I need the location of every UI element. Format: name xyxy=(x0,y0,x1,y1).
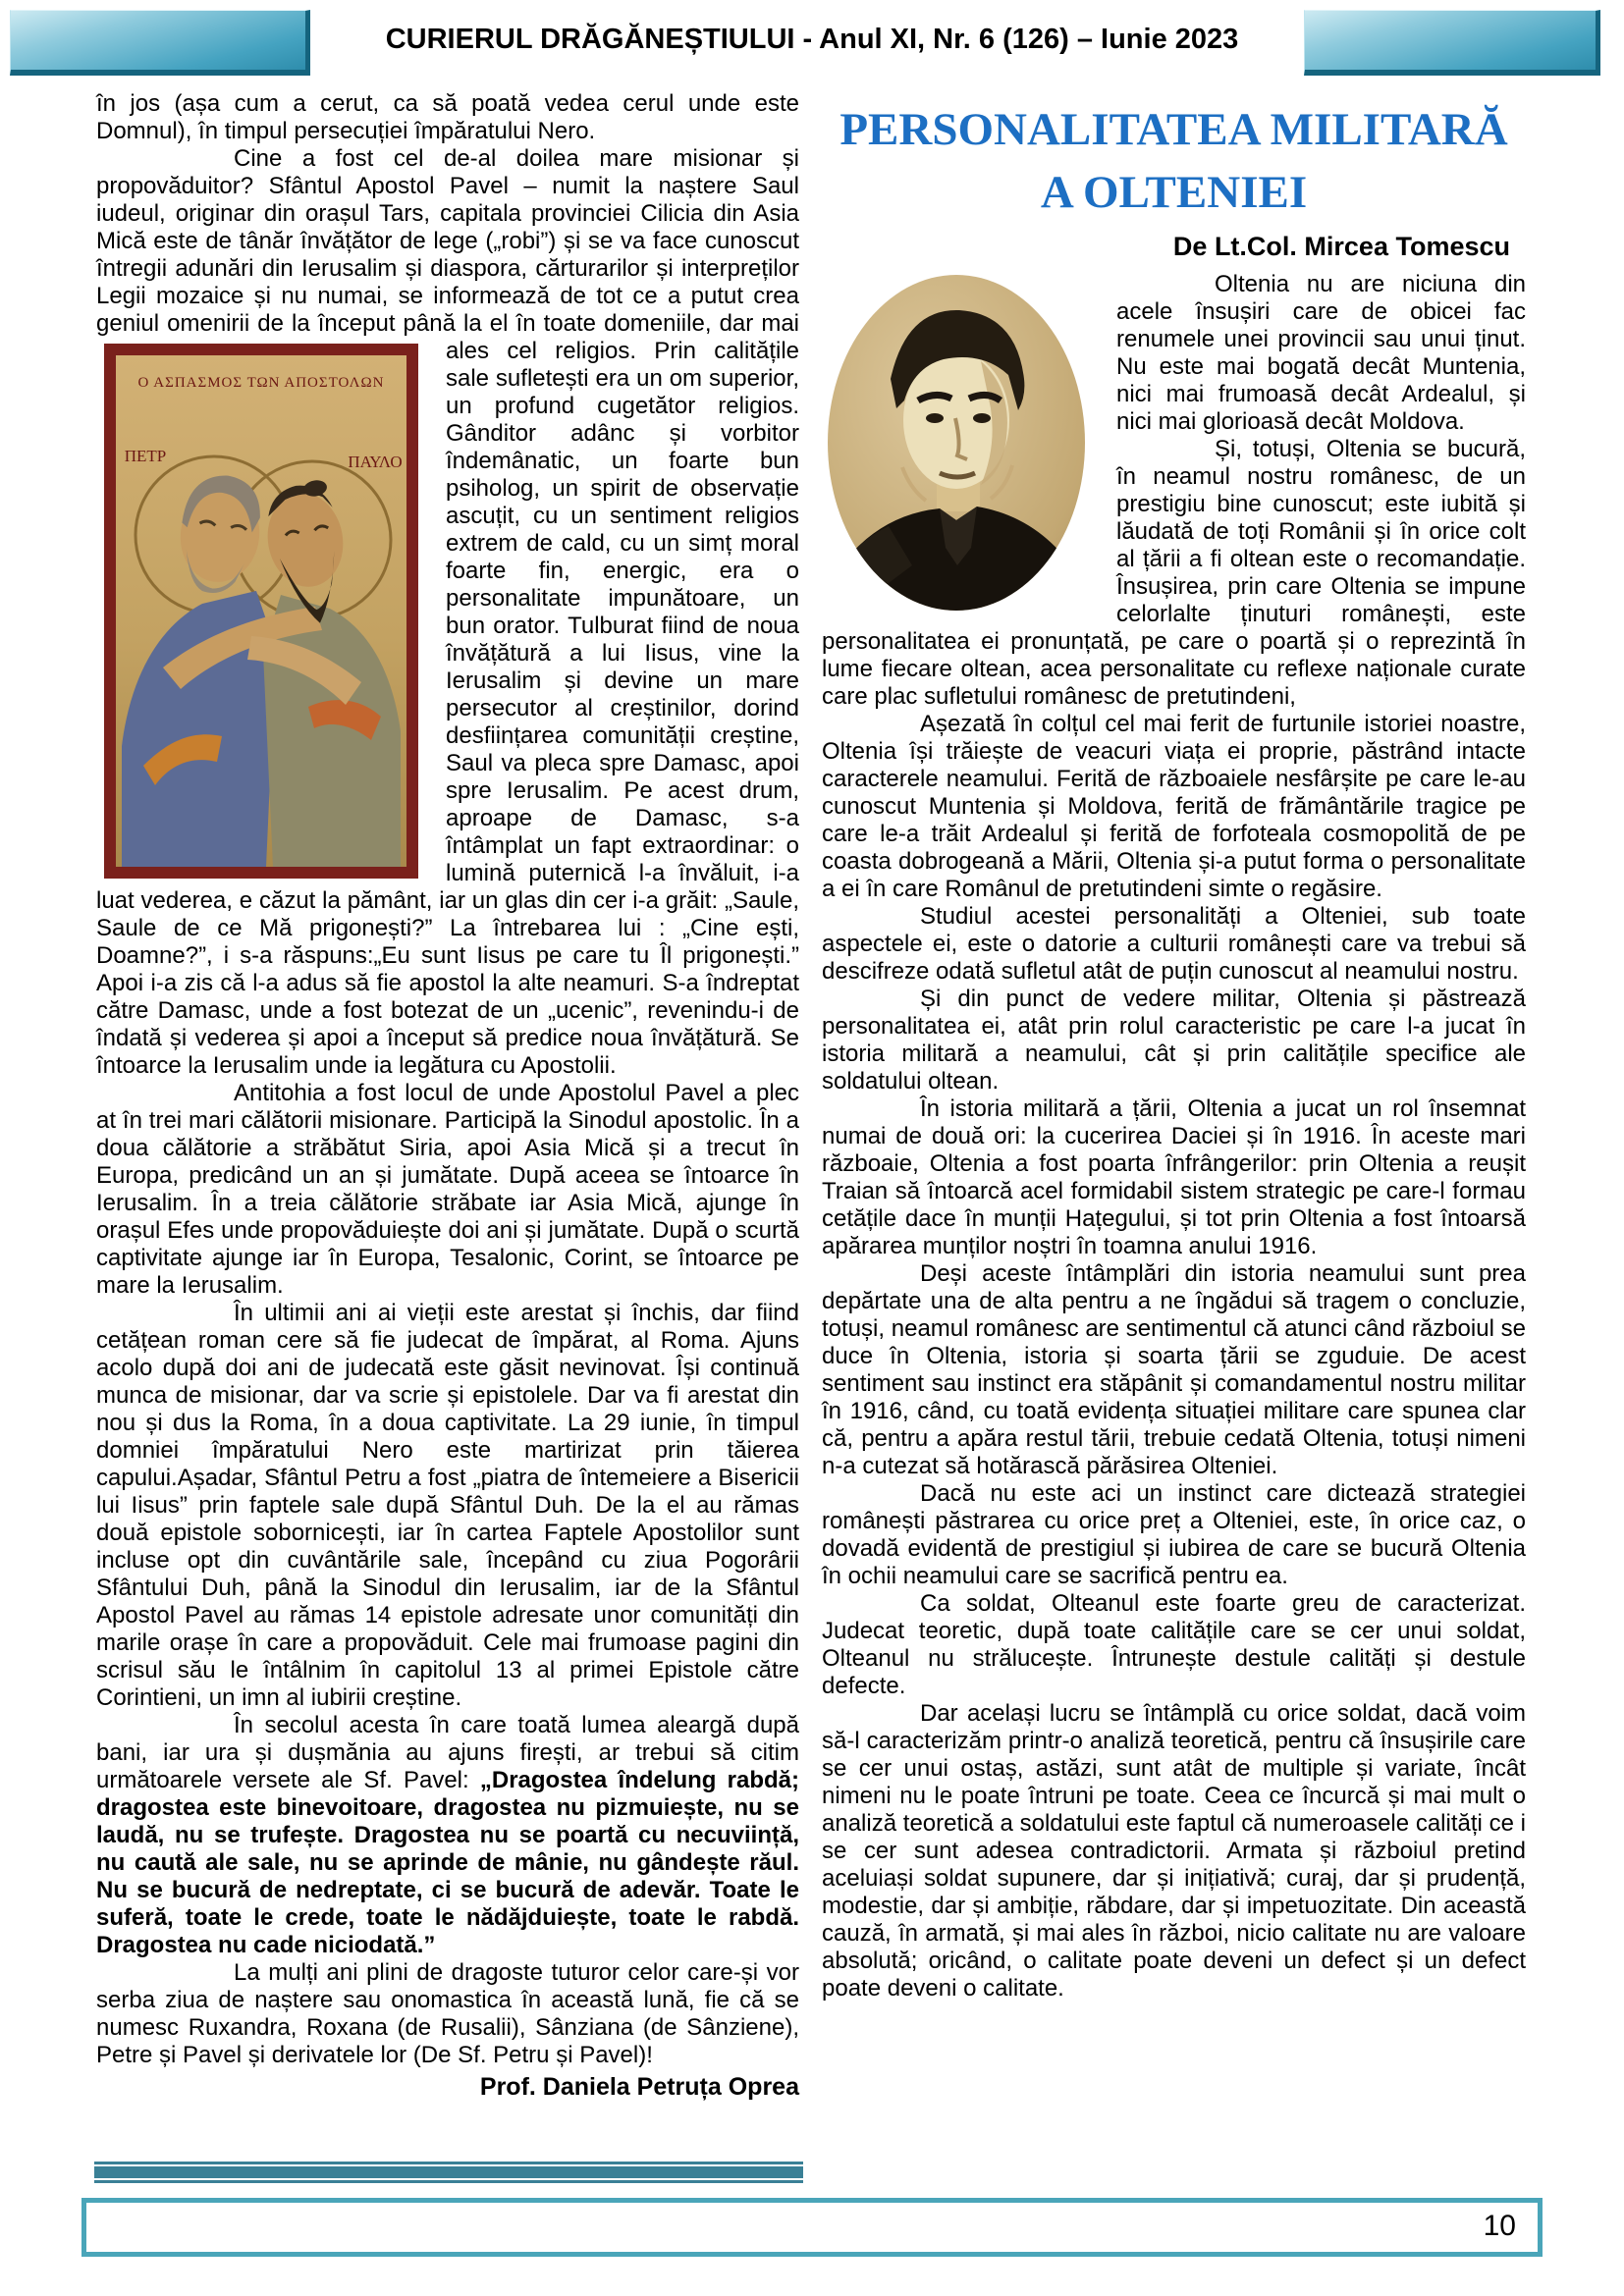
mircea-tomescu-portrait-image xyxy=(824,271,1089,614)
divider-bar xyxy=(94,2166,803,2178)
right-paragraph-1 xyxy=(822,271,1526,436)
left-paragraph-1: în jos (așa cum a cerut, ca să poată vedea cerul unde este Domnul), în timpul persecuției împăratului Nero. xyxy=(96,90,799,144)
right-paragraph-1-text: Oltenia nu are niciuna din acele însușiri care de obicei fac renumele unei provincii sau unui ținut. Nu este mai bogată decât Muntenia, nici mai frumoasă decât Ardealul, și nici mai glorioasă decât Moldova. xyxy=(1116,271,1526,435)
right-paragraph-6: În istoria militară a țării, Oltenia a jucat un rol însemnat numai de două ori: la cucerirea Daciei și în 1916. În aceste mari războaie, Oltenia a fost poarta înfrângerilor: prin Oltenia a reușit Traian să întoarcă acel formidabil sistem strategic pe care-l formau cetățile dace în munții Hațegului, și tot prin Oltenia a fost întoarsă apărarea munților noștri în toamna anului 1916. xyxy=(822,1095,1526,1259)
right-paragraph-7: Deși aceste întâmplări din istoria neamului sunt prea depărtate una de alta pentru a ne îngădui să tragem o concluzie, totuși, neamul românesc are sentimentul că atunci când războiul se duce în Oltenia, istoria și soarta țării se zguduie. De acest sentiment sau instinct era stăpânit și comandamentul nostru militar în 1916, când, cu toată evidența situației militare care spunea clar că, pentru a apăra restul tării, trebuie cedată Oltenia, totuși nimeni n-a cutezat să hotărască părăsirea Olteniei. xyxy=(822,1260,1526,1479)
right-paragraph-4: Studiul acestei personalități a Olteniei, sub toate aspectele ei, este o datorie a culturii românești care va trebui să descifreze odată sufletul atât de puțin cunoscut al neamului nostru. xyxy=(822,903,1526,985)
page-footer xyxy=(81,2198,1543,2257)
right-paragraph-8: Dacă nu este aci un instinct care dictează strategiei românești păstrarea cu orice preț a Olteniei, este, în orice caz, o dovadă evidentă de prestigiul și iubirea de care se bucură Oltenia în ochii neamului care se sacrifică pentru ea. xyxy=(822,1480,1526,1589)
icon-label-paul: ΠΑΥΛΟ xyxy=(348,453,403,471)
right-paragraph-10: Dar același lucru se întâmplă cu orice soldat, dacă voim să-l caracterizăm printr-o analiză teoretică, pentru că însușirile care se cer unui ostaș, astăzi, sunt atât de multiple și variate, încât nimeni nu le poate întruni pe toate. Ceea ce încurcă și mai mult o analiză teoretică a soldatului este faptul că numeroasele calități ce i se cer sunt adesea contradictorii. Armata și războiul pretind aceluiași soldat supunere, dar și inițiativă; curaj, dar și prudență, modestie, dar și ambiție, răbdare, dar și impetuozitate. Din această cauză, în armată, și mai ales în război, nicio calitate nu are valoare absolută; oricând, o calitate poate deveni un defect și un defect poate deveni o calitate. xyxy=(822,1700,1526,2002)
right-article xyxy=(822,98,1526,2002)
header-decor-right xyxy=(1304,10,1600,76)
article-title-line1: PERSONALITATEA MILITARĂ xyxy=(839,104,1508,155)
right-paragraph-3: Așezată în colțul cel mai ferit de furtunile istoriei noastre, Oltenia își trăiește de veacuri viața ei proprie, păstrând intacte caracterele neamului. Ferită de războaiele nesfârșite pe care le-au cunoscut Muntenia și Moldova, ferită de frământările tragice pe care le-a trăit Ardealul și ferită de forfoteala cosmopolită de pe coasta dobrogeană a Mării, Oltenia și-a putut forma o personalitate a ei în care Românul de pretutindeni simte o regăsire. xyxy=(822,711,1526,902)
left-paragraph-6: La mulți ani plini de dragoste tuturor celor care-și vor serba ziua de naștere sau onomastica în această lună, fie că se numesc Ruxandra, Roxana (de Rusalii), Sânziana (de Sânziene), Petre și Pavel și derivatele lor (De Sf. Petru și Pavel)! xyxy=(96,1959,799,2068)
section-divider xyxy=(94,2162,803,2183)
divider-line-top xyxy=(94,2162,803,2164)
article-title xyxy=(822,98,1526,224)
left-article-author: Prof. Daniela Petruța Oprea xyxy=(479,2073,799,2101)
left-article xyxy=(96,90,799,2101)
pauline-love-quote: „Dragostea îndelung rabdă; dragostea este binevoitoare, dragostea nu pizmuiește, nu se laudă, nu se trufește. Dragostea nu se poartă cu necuviință, nu caută ale sale, nu se aprinde de mânie, nu gândește răul. Nu se bucură de nedreptate, ci se bucură de adevăr. Toate le suferă, toate le crede, toate le nădăjduiește, toate le rabdă. Dragostea nu cade niciodată.” xyxy=(96,1767,799,1958)
left-paragraph-4: În ultimii ani ai vieții este arestat și închis, dar fiind cetățean roman cere să fie judecat de împărat, al Roma. Ajuns acolo după doi ani de judecată este găsit nevinovat. Își continuă munca de misionar, dar va scrie și epistolele. Dar va fi arestat din nou și dus la Roma, în a doua captivitate. La 29 iunie, în timpul domniei împăratului Nero este martirizat prin tăierea capului.Așadar, Sfântul Petru a fost „piatra de întemeiere a Bisericii lui Iisus” prin faptele sale după Sfântul Duh. De la el au rămas două epistole sobornicești, iar în cartea Faptele Apostolilor sunt incluse opt din cuvântările sale, începând cu ziua Pogorârii Sfântului Duh, până la Sinodul din Ierusalim, iar de la Sfântul Apostol Pavel au rămas 14 epistole adresate unor comunități din marile orașe în care a propovăduit. Cele mai frumoase pagini din scrisul său le întâlnim în capitolul 13 al primei Epistole către Corintieni, un imn al iubirii creștine. xyxy=(96,1300,799,1711)
icon-inscription: Ο ΑΣΠΑΣΜΟΣ ΤΩΝ ΑΠΟΣΤΟΛΩΝ xyxy=(137,375,385,391)
apostles-icon-image xyxy=(104,344,418,879)
right-paragraph-9: Ca soldat, Olteanul este foarte greu de caracterizat. Judecat teoretic, după toate calitățile care se cer unui soldat, Olteanul nu strălucește. Întrunește destule calități și destule defecte. xyxy=(822,1590,1526,1699)
divider-line-bottom xyxy=(94,2180,803,2183)
newspaper-masthead: CURIERUL DRĂGĂNEȘTIULUI - Anul XI, Nr. 6 (126) – Iunie 2023 xyxy=(385,24,1239,55)
left-paragraph-2 xyxy=(96,145,799,1080)
page-number: 10 xyxy=(1483,2210,1516,2242)
left-paragraph-3: Antitohia a fost locul de unde Apostolul Pavel a plec at în trei mari călătorii misionare. Participă la Sinodul apostolic. În a doua călătorie a străbătut Siria, apoi Asia Mică și a trecut în Europa, predicând un an și jumătate. După aceea se întoarce în Ierusalim. În a treia călătorie străbate iar Asia Mică, ajunge în orașul Efes unde propovăduiește doi ani și jumătate. După o scurtă captivitate ajunge iar în Europa, Tesalonic, Corint, se întoarce pe mare la Ierusalim. xyxy=(96,1080,799,1299)
left-paragraph-2-wrap: domeniile, dar mai ales cel religios. Prin calitățile sale sufletești era un om superior, un profund cugetător religios. Gânditor adânc și vorbitor îndemânatic, un foarte bun psiholog, un spirit de observație ascuțit, cu un sentiment religios extrem de cald, cu un simț moral foarte fin, energic, era o personalitate impunătoare, un bun orator. Tulburat fiind de noua învățătură a lui Iisus, vine la Ierusalim și devine un mare persecutor al creștinilor, dorind desființarea comunității creștine, Saul va pleca spre Damasc, apoi spre Ierusalim. Pe acest drum, aproape de Damasc, s-a întâmplat un fapt extraordinar: o lumină puternică l-a învăluit, i-a luat vederea, e căzut la pământ, iar un glas din cer i-a grăit: „Saule, Saule de ce Mă prigonești?” La întrebarea lui : „Cine ești, Doamne?”, i s-a răspuns:„Eu sunt Iisus pe care tu Îl prigonești.” Apoi i-a zis că l-a adus să fie apostol la alte neamuri. S-a îndreptat către Damasc, unde a fost botezat de un „ucenic”, revenindu-i de îndată și vederea și apoi a început să predice noua învățătură. Se întoarce la Ierusalim unde ia legătura cu Apostolii. xyxy=(96,310,799,1079)
right-paragraph-2: Și, totuși, Oltenia se bucură, în neamul nostru românesc, de un prestigiu bine cunoscut; este iubită și lăudată de toți Românii și în orice colt al țării a fi oltean este o recomandație. Însușirea, prin care Oltenia se impune celorlalte ținuturi românești, este personalitatea ei pronunțată, pe care o poartă și o reprezintă în lume fiecare oltean, acea personalitate cu reflexe naționale curate care plac sufletului românesc de pretutindeni, xyxy=(822,436,1526,710)
icon-label-peter: ΠΕΤΡ xyxy=(124,447,167,465)
left-paragraph-5 xyxy=(96,1712,799,1959)
article-byline: De Lt.Col. Mircea Tomescu xyxy=(1172,232,1510,261)
left-paragraph-2-start: Cine a fost cel de-al doilea mare misionar și propovăduitor? Sfântul Apostol Pavel – numit la naștere Saul iudeul, originar din orașul Tars, capitala provinciei Cilicia din Asia Mică este de tânăr învățător de lege („robi”) și se va face cunoscut întregii adunări din Ierusalim și diaspora, cărturarilor și interpreților Legii mozaice și nu numai, se informează de tot ce a putut crea geniul omenirii de la început până la el în toate xyxy=(96,145,799,337)
quote-lead: În secolul acesta în care toată lumea aleargă după bani, iar ura și dușmănia au ajuns firești, ar trebui să citim următoarele versete ale Sf. Pavel: xyxy=(96,1712,799,1793)
article-title-line2: A OLTENIEI xyxy=(1040,167,1308,218)
right-paragraph-5: Și din punct de vedere militar, Oltenia și păstrează personalitatea ei, atât prin rolul caracteristic pe care l-a jucat în istoria militară a neamului, cât și prin calitățile specifice ale soldatului oltean. xyxy=(822,986,1526,1095)
